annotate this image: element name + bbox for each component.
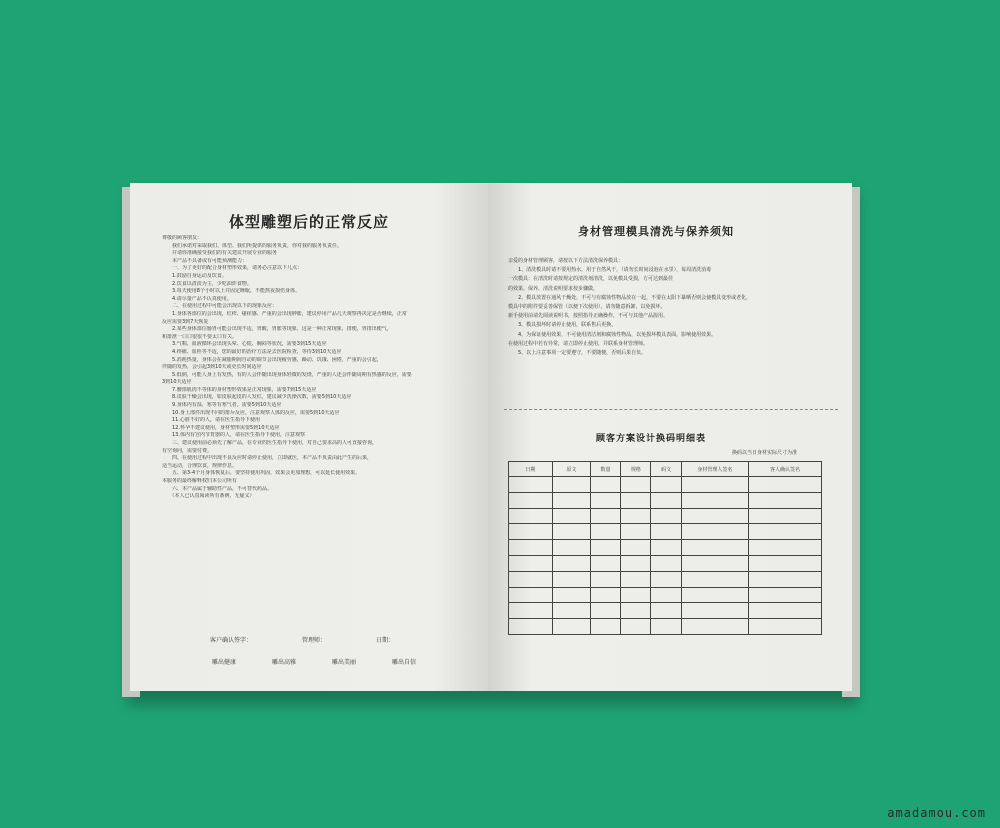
text-line: 3.每天使用8个小时以上并固定睡眠，不能熬夜损伤身体。 <box>162 288 300 295</box>
text-line: 在使用过程中若有异常，请立即停止使用，并联系身材管理师。 <box>508 340 649 347</box>
table-cell <box>590 540 620 556</box>
text-line: 的效果。保养、清洗说明要求按步骤做。 <box>508 285 599 292</box>
table-cell <box>552 540 590 556</box>
table-row <box>509 540 822 556</box>
text-line: 一、为了更好的配合身材塑形效果，请务必注意以下几点： <box>162 265 303 272</box>
text-line: 10.身上部件出现不同的排斥反应，注意观察人体的反应，需要5到10天适应 <box>162 409 340 416</box>
text-line: 二、在使用过程中可能会出现以下的现象反应： <box>162 303 278 310</box>
table-cell <box>552 492 590 508</box>
left-page-body <box>162 235 492 501</box>
table-cell <box>509 492 553 508</box>
text-line: 新手使用前请先阅读说明书，按照指导正确操作，不可与其他产品混用。 <box>508 313 669 320</box>
text-line: 4.请尽量产品不认真使用。 <box>162 295 232 302</box>
table-cell <box>748 603 821 619</box>
table-row <box>509 524 822 540</box>
table-cell <box>681 555 748 571</box>
table-cell <box>681 492 748 508</box>
table-row <box>509 508 822 524</box>
table-cell <box>748 555 821 571</box>
text-line: 3到10天适应 <box>162 379 192 386</box>
text-line: 7.腰部肌肉不等体的身材塑形效果是正常现象，需要7到15天适应 <box>162 386 317 393</box>
table-cell <box>681 540 748 556</box>
text-line: 1.鼓励自身运动及饮食。 <box>162 272 227 279</box>
table-cell <box>509 524 553 540</box>
table-cell <box>748 524 821 540</box>
table-cell <box>621 603 651 619</box>
table-cell <box>621 571 651 587</box>
table-note: 换码以当日身材实际尺寸为准 <box>732 450 798 456</box>
section-divider <box>504 409 838 410</box>
table-cell <box>681 587 748 603</box>
table-cell <box>651 555 681 571</box>
table-cell <box>748 587 821 603</box>
table-row <box>509 603 822 619</box>
table-cell <box>552 477 590 493</box>
text-line: 5.消耗热量，身体会在减脂期间自动的调节会出现疲劳感，躁动、饥饿、困倦，严重的会引起， <box>162 356 382 363</box>
table-row <box>509 619 822 635</box>
column-header: 客人确认签名 <box>748 462 821 477</box>
column-header: 身材管理人签名 <box>681 462 748 477</box>
table-cell <box>748 492 821 508</box>
right-page-title: 身材管理模具清洗与保养须知 <box>578 225 734 238</box>
text-line: 4、为保证使用效果，不可使用清洁剂和腐蚀性物品，以免损坏模具表面，影响使用效果。 <box>508 331 717 338</box>
text-line: 13.体内有宫内节育器的人，请在医生指导下使用，注意观察 <box>162 432 305 439</box>
text-line: 1、清洗模具时请不要用热水，用于自然风干，（请勿长时间浸泡在水里），每周清洗消毒 <box>508 267 712 274</box>
table-cell <box>590 492 620 508</box>
text-line: 我们承诺对采取我们、体型、我们所提供的服务负责，你对我的服务负责任。 <box>162 242 343 249</box>
table-cell <box>509 540 553 556</box>
text-line: 11.心脏不好的人，请在医生指导下使用 <box>162 417 260 424</box>
text-line: 亲爱的身材管理顾客，请按以下方法清洗保养模具： <box>508 258 624 264</box>
table-cell <box>651 619 681 635</box>
table-cell <box>621 587 651 603</box>
text-line: 本产品不具备或有可能预测能力： <box>162 257 248 264</box>
table-cell <box>748 619 821 635</box>
text-line: （本人已认真阅读所有条例，无疑义） <box>162 493 255 500</box>
table-row <box>509 492 822 508</box>
table-cell <box>590 477 620 493</box>
table-cell <box>552 571 590 587</box>
text-line: 四、在使用过程中出现不良反应时请停止使用，立即就医，本产品不负责由此产生的后果， <box>162 455 373 462</box>
right-page-body <box>508 257 828 358</box>
table-cell <box>509 477 553 493</box>
table-cell <box>590 524 620 540</box>
table-cell <box>681 571 748 587</box>
text-line: 5、以上注意事项一定要遵守，不要随便，否则后果自负。 <box>508 350 647 357</box>
text-line: 12.怀孕不建议使用，身材塑形需要5到10天适应 <box>162 424 280 431</box>
text-line: 本服务的最终解释权归本公司所有 <box>162 478 238 484</box>
table-cell <box>552 619 590 635</box>
table-cell <box>590 619 620 635</box>
text-line: 并请你准确接受我们的有关建议开展专业的服务 <box>162 250 278 257</box>
table-cell <box>590 587 620 603</box>
column-header: 码文 <box>651 462 681 477</box>
table-cell <box>681 524 748 540</box>
column-header: 规格 <box>621 462 651 477</box>
table-row <box>509 555 822 571</box>
watermark: amadamou.com <box>887 806 986 820</box>
text-line: 2.饮食以清淡为主，少吃油炸食物。 <box>162 280 252 287</box>
text-line: 有空询问，需要付费。 <box>162 447 213 454</box>
table-cell <box>621 555 651 571</box>
table-cell <box>590 555 620 571</box>
stamp-text: 雕出健康 <box>212 659 237 666</box>
table-cell <box>748 508 821 524</box>
table-cell <box>590 508 620 524</box>
table-cell <box>509 619 553 635</box>
table-cell <box>651 571 681 587</box>
text-line: 一次模具：在清洗时请按规定的清洗剂清洗，以免模具受损，方可达到最佳 <box>508 276 674 283</box>
table-cell <box>590 603 620 619</box>
text-line: 伴随的发热，会引起3到10天或更长时间适应 <box>162 364 262 371</box>
table-cell <box>681 603 748 619</box>
table-cell <box>748 540 821 556</box>
text-line: 反应需要3到7天恢复 <box>162 318 209 325</box>
table-cell <box>621 619 651 635</box>
table-cell <box>651 587 681 603</box>
text-line: 2.某些身体部位肠胃可能会出现不适，胃酸，胃胀等现象，这是一种正常现象，排便，胃排出便气， <box>162 326 392 333</box>
table-cell <box>552 555 590 571</box>
stamp-row <box>212 657 452 666</box>
text-line: 2、模具放置在通风干燥处，不可与有腐蚀性物品放在一起，不要在太阳下暴晒否则会使模具变形或老化， <box>508 294 752 301</box>
table-row <box>509 477 822 493</box>
table-cell <box>509 508 553 524</box>
text-line: 模具中的附件要妥善保管（以便下次使用），请勿随意拆卸，以免损坏。 <box>508 304 666 311</box>
table-cell <box>509 555 553 571</box>
column-header: 日期 <box>509 462 553 477</box>
left-page <box>130 183 488 691</box>
signature-label: 客户确认签字： <box>210 637 253 644</box>
table-cell <box>681 477 748 493</box>
text-line: 3、模具损坏时请停止使用，联系售后更换。 <box>508 322 617 329</box>
signature-label: 日期： <box>376 637 395 644</box>
table-cell <box>651 508 681 524</box>
text-line: 3.气喘、血液循环会出现头晕、心慌、胸闷等状况，需要3到15天适应 <box>162 341 327 348</box>
signature-label: 管理师： <box>302 637 327 644</box>
table-cell <box>552 587 590 603</box>
stamp-text: 雕出美丽 <box>332 659 357 666</box>
table-cell <box>651 477 681 493</box>
text-line: 三、建议使用前必须先了解产品，在专业的医生指导下使用，对自己要求高的人可直接咨询， <box>162 440 378 447</box>
text-line: 和排泄一口口很很不要太口有关。 <box>162 333 238 340</box>
text-line: 六、本产品属于辅助性产品，不可替代药品。 <box>162 485 273 492</box>
table-cell <box>590 571 620 587</box>
column-header: 原文 <box>552 462 590 477</box>
table-header-row <box>509 462 822 477</box>
table-cell <box>509 571 553 587</box>
text-line: 5.低钠，可能人身上有发热，有的人会伴随出现身体轻微的发烧，严重的人还会伴随周期有热感的反应，需要 <box>162 371 412 378</box>
table-cell <box>651 603 681 619</box>
table-cell <box>681 508 748 524</box>
table-row <box>509 587 822 603</box>
column-header: 数量 <box>590 462 620 477</box>
open-book <box>122 183 860 703</box>
left-page-title: 体型雕塑后的正常反应 <box>228 213 389 231</box>
text-line: 适当运动，合理饮食，规律作息。 <box>162 462 238 469</box>
table-cell <box>651 492 681 508</box>
text-line: 8.皮肤干燥会出现，如皮肤起皮的人发红，建议减少洗澡次数，需要5到10天适应 <box>162 394 352 401</box>
table-cell <box>552 603 590 619</box>
table-row <box>509 571 822 587</box>
text-line: 五、第3-4个月身体恢复后，要坚持使用巩固，效果会更加理想，可以延长使用效果。 <box>162 470 361 477</box>
table-cell <box>621 540 651 556</box>
table-cell <box>748 571 821 587</box>
table-cell <box>621 492 651 508</box>
right-page <box>488 183 852 691</box>
text-line: 尊敬的顾客朋友： <box>162 235 203 241</box>
table-cell <box>621 508 651 524</box>
table-cell <box>621 524 651 540</box>
table-title: 顾客方案设计换码明细表 <box>596 434 707 444</box>
stamp-text: 雕出高雅 <box>272 659 297 666</box>
table-cell <box>509 587 553 603</box>
table-cell <box>621 477 651 493</box>
table-cell <box>509 603 553 619</box>
table-cell <box>748 477 821 493</box>
table-cell <box>552 524 590 540</box>
table-cell <box>651 540 681 556</box>
table-cell <box>552 508 590 524</box>
stamp-text: 雕出自信 <box>392 659 417 666</box>
text-line: 4.疼痛、血栓等不适，您的最好的治疗方法是去医院检查，等待3到10天适应 <box>162 348 342 355</box>
detail-table <box>508 461 822 635</box>
signature-row <box>210 635 444 644</box>
text-line: 1.身体各部位的会出现，红疹、瘙痒感、严重的会出现肿胀，建议停用产品几天观察再决定是否继续，正常 <box>162 310 407 317</box>
text-line: 9.身体内有湿、寒等有寒气者，需要5到10天适应 <box>162 402 282 409</box>
table-cell <box>651 524 681 540</box>
table-cell <box>681 619 748 635</box>
